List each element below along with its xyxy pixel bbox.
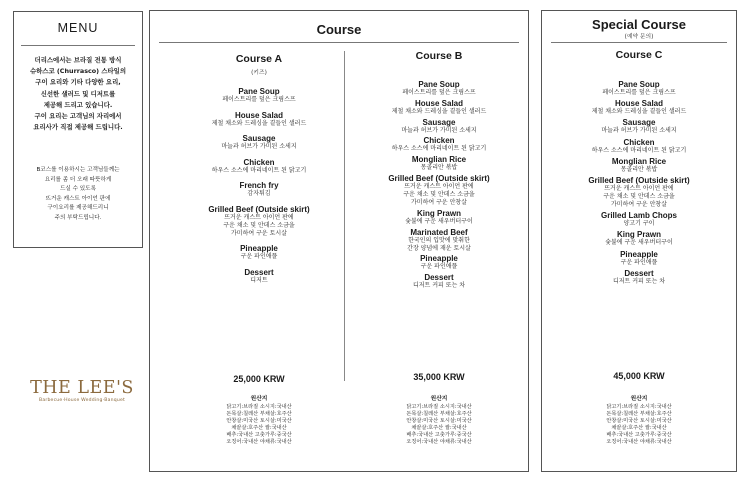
menu-description-line: 구이 요리와 기타 다양한 요리, bbox=[35, 78, 121, 87]
menu-item bbox=[159, 181, 359, 198]
menu-item-name: Grilled Beef (Outside skirt) bbox=[588, 175, 690, 185]
menu-item-description-line: 간장 양념에 재운 토시살 bbox=[407, 244, 471, 252]
menu-divider bbox=[21, 45, 135, 46]
menu-item bbox=[548, 138, 730, 155]
menu-note-line: 뜨거운 캐스트 아이언 판에 bbox=[45, 195, 111, 202]
menu-description-line: 슈하스코 (Churrasco) 스타일의 bbox=[29, 67, 127, 76]
menu-item-description bbox=[159, 143, 359, 151]
menu-item-description-line: 몽골리안 볶밥 bbox=[420, 164, 458, 172]
menu-item-description bbox=[548, 127, 730, 135]
menu-item bbox=[159, 268, 359, 285]
origin-line: 오징어:국내산 야채류:국내산 bbox=[226, 439, 292, 446]
menu-item bbox=[548, 99, 730, 116]
menu-item-description bbox=[548, 147, 730, 155]
menu-panel bbox=[13, 11, 143, 248]
menu-item-description bbox=[548, 259, 730, 267]
menu-item-name: Monglian Rice bbox=[611, 156, 667, 166]
menu-item-name: Pineapple bbox=[240, 244, 278, 253]
origin-line: 오징어:국내산 야채류:국내산 bbox=[406, 439, 472, 446]
menu-item-description-line: 마늘과 허브가 가미된 소세지 bbox=[601, 127, 677, 135]
menu-item-description bbox=[348, 108, 530, 116]
origin-title: 원산지 bbox=[630, 396, 648, 402]
origin-title: 원산지 bbox=[250, 396, 268, 402]
menu-item-description bbox=[159, 214, 359, 238]
menu-description-line: 제공해 드리고 있습니다. bbox=[43, 100, 113, 109]
special-divider bbox=[551, 42, 727, 43]
menu-item-description-line: 감자튀김 bbox=[247, 190, 271, 197]
menu-note-line: B코스를 이용하시는 고객님들께는 bbox=[36, 167, 120, 173]
menu-item-description bbox=[348, 164, 530, 172]
menu-item bbox=[348, 174, 530, 207]
menu-item bbox=[348, 80, 530, 97]
menu-item bbox=[159, 205, 359, 238]
menu-item bbox=[548, 269, 730, 286]
menu-item-description-line: 제철 채소와 드레싱을 곁들인 샐러드 bbox=[391, 107, 487, 115]
origin-line: 채끝살:호주산 쌀:국내산 bbox=[411, 425, 467, 432]
menu-item-name: House Salad bbox=[234, 110, 283, 120]
menu-item-name: French fry bbox=[239, 181, 279, 190]
origin-line: 배추:국내산 고춧가루:중국산 bbox=[606, 432, 672, 439]
menu-item-description-line: 페이스트리를 덮은 크림스프 bbox=[602, 89, 676, 96]
menu-item bbox=[348, 136, 530, 153]
menu-item-name: Sausage bbox=[422, 117, 456, 127]
menu-description-line: 구이 요리는 고객님의 자리에서 bbox=[34, 112, 122, 121]
menu-note-line: 드실 수 있도록 bbox=[60, 186, 96, 193]
origin-line: 안창살:미국산 토시살:미국산 bbox=[226, 418, 292, 425]
origin-line: 안창살:미국산 토시살:미국산 bbox=[406, 418, 472, 425]
menu-item-name: Dessert bbox=[244, 267, 274, 277]
menu-item-description-line: 디저트 커피 또는 차 bbox=[412, 282, 466, 290]
menu-item-description-line: 구운 파인애플 bbox=[620, 258, 658, 266]
menu-item-description bbox=[548, 108, 730, 116]
menu-item-name: Pineapple bbox=[420, 254, 458, 264]
menu-item-name: Pineapple bbox=[620, 249, 658, 259]
origin-line: 채끝살:호주산 쌀:국내산 bbox=[231, 425, 287, 432]
course-a-title: Course A bbox=[235, 53, 283, 65]
special-section-title: Special Course bbox=[592, 17, 686, 32]
menu-item-description-line: 숯불에 구운 새우버터구이 bbox=[605, 239, 673, 247]
menu-item bbox=[159, 244, 359, 261]
menu-item bbox=[348, 118, 530, 135]
menu-item-description bbox=[159, 190, 359, 198]
menu-item bbox=[159, 87, 359, 104]
menu-item-description bbox=[548, 239, 730, 247]
menu-item-name: Grilled Beef (Outside skirt) bbox=[208, 204, 310, 214]
menu-item bbox=[548, 230, 730, 247]
menu-item bbox=[348, 99, 530, 116]
menu-item-description-line: 하우스 소스에 마리네이트 된 닭고기 bbox=[391, 145, 487, 153]
menu-item-name: Chicken bbox=[243, 157, 275, 167]
course-a-subtitle: (키즈) bbox=[251, 70, 267, 76]
menu-description-line: 신선한 샐러드 및 디저트를 bbox=[40, 89, 116, 98]
menu-item-description bbox=[348, 282, 530, 290]
menu-item-name: King Prawn bbox=[416, 208, 461, 218]
menu-item bbox=[548, 250, 730, 267]
menu-item bbox=[548, 157, 730, 174]
menu-item-description bbox=[348, 263, 530, 271]
menu-item-description bbox=[348, 183, 530, 207]
menu-item-description-line: 가미하여 구운 토시살 bbox=[231, 229, 287, 237]
menu-item-name: Dessert bbox=[624, 268, 654, 278]
menu-item-description-line: 뜨거운 캐스트 아이언 판에 bbox=[404, 182, 474, 190]
origin-line: 안창살:미국산 토시살:미국산 bbox=[606, 418, 672, 425]
menu-item-description bbox=[348, 237, 530, 253]
menu-item-description-line: 가미하여 구운 안창살 bbox=[611, 200, 667, 208]
restaurant-logo bbox=[24, 378, 140, 403]
menu-item-description bbox=[348, 218, 530, 226]
menu-item-description bbox=[159, 120, 359, 128]
menu-note-line: 구이요리를 제공해드리니 bbox=[47, 205, 109, 212]
menu-item-description-line: 제철 채소와 드레싱을 곁들인 샐러드 bbox=[591, 108, 687, 116]
menu-item-description-line: 가미하여 구운 안창살 bbox=[411, 198, 467, 206]
origin-line: 돈목살:칠레산 부채살:호주산 bbox=[406, 411, 472, 418]
menu-item-description bbox=[159, 253, 359, 261]
menu-item-name: Sausage bbox=[622, 118, 656, 128]
menu-item-name: Pane Soup bbox=[238, 87, 280, 96]
menu-item-description-line: 뜨거운 캐스트 아이언 판에 bbox=[224, 213, 294, 221]
menu-item-description-line: 몽골리안 볶밥 bbox=[620, 165, 658, 173]
menu-item bbox=[548, 80, 730, 97]
menu-item-description-line: 양고기 구이 bbox=[623, 220, 655, 228]
menu-item-name: Chicken bbox=[623, 137, 655, 147]
menu-item bbox=[548, 176, 730, 209]
origin-line: 채끝살:호주산 쌀:국내산 bbox=[611, 425, 667, 432]
course-c-price: 45,000 KRW bbox=[613, 371, 665, 381]
menu-item-description-line: 제철 채소와 드레싱을 곁들인 샐러드 bbox=[211, 119, 307, 127]
course-a-price: 25,000 KRW bbox=[233, 374, 285, 384]
menu-item-description bbox=[548, 220, 730, 228]
menu-item bbox=[548, 118, 730, 135]
origin-line: 닭고기:브라질 소시지:국내산 bbox=[226, 404, 292, 410]
menu-item-description bbox=[548, 185, 730, 209]
origin-line: 돈목살:칠레산 부채살:호주산 bbox=[226, 411, 292, 418]
course-b-dish-list bbox=[348, 80, 530, 290]
menu-item-description-line: 페이스트리를 덮은 크림스프 bbox=[222, 96, 296, 103]
origin-line: 닭고기:브라질 소시지:국내산 bbox=[606, 404, 672, 410]
course-a-origin bbox=[159, 395, 359, 447]
menu-item bbox=[348, 209, 530, 226]
course-b-price: 35,000 KRW bbox=[413, 372, 465, 382]
menu-item bbox=[348, 228, 530, 253]
menu-item-description bbox=[348, 145, 530, 153]
menu-item-description-line: 구운 채소 및 안데스 소금을 bbox=[223, 221, 295, 229]
menu-item-name: Chicken bbox=[423, 136, 455, 146]
menu-item-description-line: 하우스 소스에 마리네이트 된 닭고기 bbox=[211, 166, 307, 174]
menu-item-description-line: 구운 채소 및 안데스 소금을 bbox=[603, 192, 675, 200]
menu-item-description bbox=[348, 127, 530, 135]
course-section-title: Course bbox=[316, 22, 362, 37]
menu-description bbox=[20, 55, 136, 133]
menu-item-description bbox=[159, 277, 359, 285]
menu-item-description bbox=[548, 89, 730, 97]
menu-item bbox=[348, 273, 530, 290]
menu-item-name: King Prawn bbox=[616, 230, 661, 240]
menu-item bbox=[159, 134, 359, 151]
origin-line: 오징어:국내산 야채류:국내산 bbox=[606, 439, 672, 446]
course-b-title: Course B bbox=[415, 50, 463, 62]
menu-item-description-line: 구운 파인애플 bbox=[240, 253, 278, 260]
menu-item-description bbox=[548, 278, 730, 286]
menu-item-name: House Salad bbox=[414, 98, 463, 108]
course-c-title: Course C bbox=[615, 49, 663, 61]
menu-item-description bbox=[548, 166, 730, 174]
menu-item-name: Marinated Beef bbox=[410, 227, 468, 237]
course-c-origin bbox=[548, 395, 730, 447]
origin-line: 닭고기:브라질 소시지:국내산 bbox=[406, 404, 472, 410]
menu-item bbox=[159, 158, 359, 175]
menu-item-name: Dessert bbox=[424, 273, 454, 283]
menu-item-description-line: 마늘과 허브가 가미된 소세지 bbox=[401, 126, 477, 134]
menu-note bbox=[20, 166, 136, 224]
menu-item-description-line: 뜨거운 캐스트 아이언 판에 bbox=[604, 184, 674, 192]
origin-title: 원산지 bbox=[430, 396, 448, 402]
menu-item-name: House Salad bbox=[614, 99, 663, 109]
logo-name: THE LEE'S bbox=[30, 378, 134, 398]
menu-item-name: Grilled Lamb Chops bbox=[600, 211, 677, 221]
menu-item-name: Pane Soup bbox=[618, 80, 660, 89]
menu-title: MENU bbox=[57, 21, 99, 35]
menu-item-description bbox=[159, 96, 359, 104]
course-c-dish-list bbox=[548, 80, 730, 286]
menu-item-description-line: 한국인의 입맛에 맞춰한 bbox=[408, 236, 470, 244]
menu-item bbox=[548, 211, 730, 228]
menu-item-name: Grilled Beef (Outside skirt) bbox=[388, 173, 490, 183]
menu-description-line: 요리사가 직접 제공해 드립니다. bbox=[33, 123, 123, 132]
origin-line: 배추:국내산 고춧가루:중국산 bbox=[406, 432, 472, 439]
menu-item-name: Pane Soup bbox=[418, 80, 460, 89]
course-b-origin bbox=[348, 395, 530, 447]
menu-item-description-line: 숯불에 구운 새우버터구이 bbox=[405, 217, 473, 225]
menu-item bbox=[159, 111, 359, 128]
menu-item-description bbox=[348, 89, 530, 97]
menu-item-description bbox=[159, 167, 359, 175]
course-a-dish-list bbox=[159, 87, 359, 285]
menu-description-line: 더리스에서는 브라질 전통 방식 bbox=[34, 56, 122, 64]
menu-item-description-line: 하우스 소스에 마리네이트 된 닭고기 bbox=[591, 146, 687, 154]
menu-item-description-line: 마늘과 허브가 가미된 소세지 bbox=[221, 143, 297, 150]
course-divider bbox=[159, 42, 519, 43]
menu-item-description-line: 디저트 bbox=[250, 276, 268, 284]
logo-tagline: Barbecue·House Wedding·Banquet bbox=[38, 398, 125, 403]
menu-item-description-line: 구운 채소 및 안데스 소금을 bbox=[403, 190, 475, 198]
menu-item bbox=[348, 155, 530, 172]
menu-item bbox=[348, 254, 530, 271]
menu-item-description-line: 디저트 커피 또는 차 bbox=[612, 277, 666, 285]
menu-note-line: 주의 부탁드립니다. bbox=[54, 214, 102, 221]
menu-item-description-line: 페이스트리를 덮은 크림스프 bbox=[402, 89, 476, 96]
menu-item-description-line: 구운 파인애플 bbox=[420, 263, 458, 271]
special-section-subtitle: (예약 문의) bbox=[624, 34, 654, 40]
menu-item-name: Sausage bbox=[242, 134, 276, 143]
origin-line: 배추:국내산 고춧가루:중국산 bbox=[226, 432, 292, 439]
origin-line: 돈목살:칠레산 부채살:호주산 bbox=[606, 411, 672, 418]
menu-note-line: 요리를 좀 더 오래 따뜻하게 bbox=[44, 176, 112, 183]
menu-item-name: Monglian Rice bbox=[411, 155, 467, 165]
